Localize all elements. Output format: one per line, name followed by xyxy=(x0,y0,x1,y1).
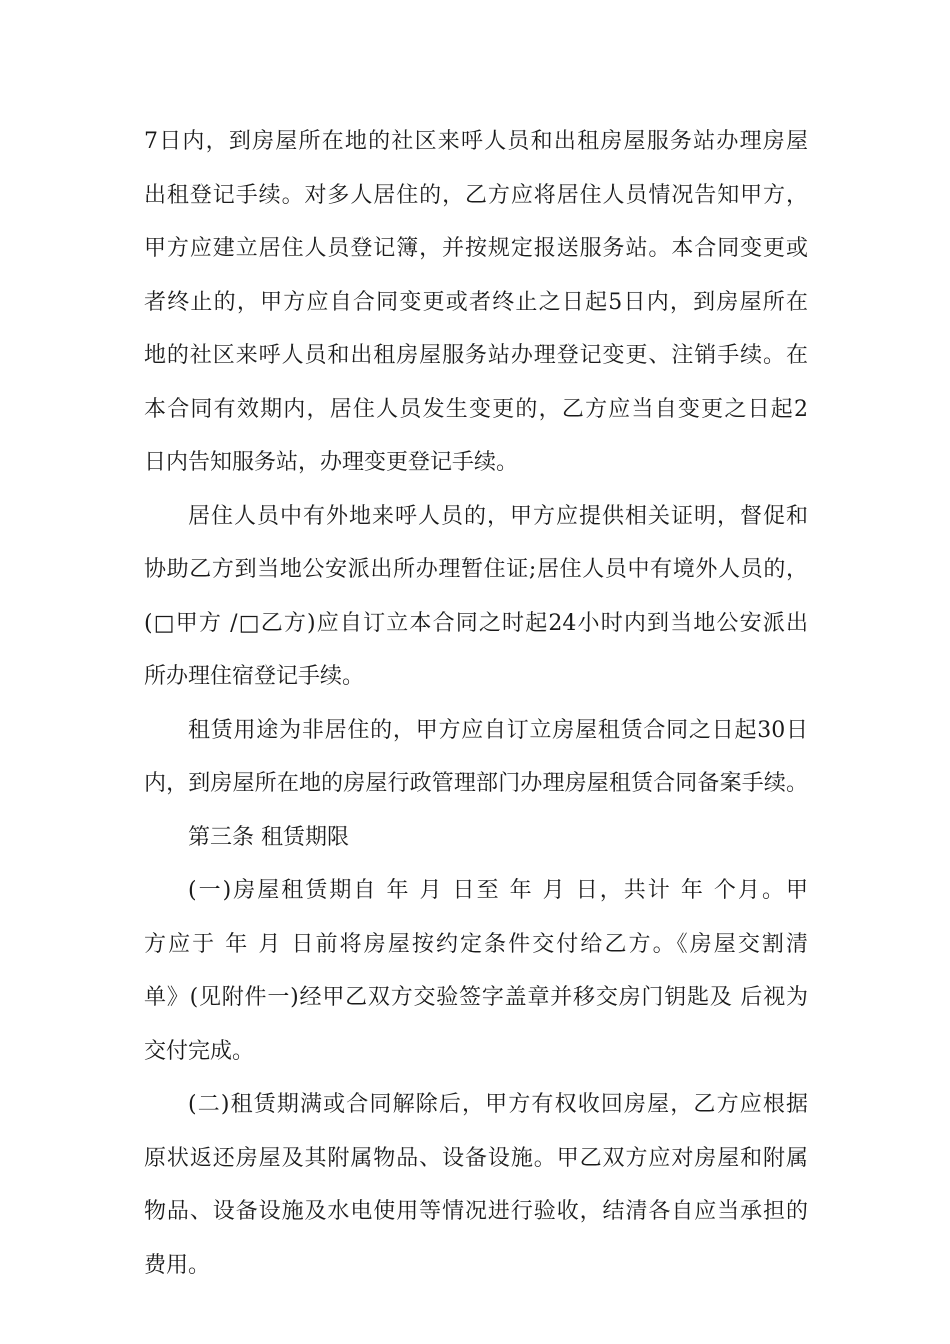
text-line: 交付完成。 xyxy=(144,1038,255,1064)
text-line: 物品、设备设施及水电使用等情况进行验收，结清各自应当承担的 xyxy=(144,1199,808,1224)
text-line: 单》(见附件一)经甲乙双方交验签字盖章并移交房门钥匙及 后视为 xyxy=(144,985,808,1010)
text-line: 日内告知服务站，办理变更登记手续。 xyxy=(144,450,519,475)
text-line: 方应于 年 月 日前将房屋按约定条件交付给乙方。《房屋交割清 xyxy=(144,931,808,957)
text-line: 所办理住宿登记手续。 xyxy=(144,664,365,689)
text-line: 租赁用途为非居住的，甲方应自订立房屋租赁合同之日起30日 xyxy=(188,717,808,743)
text-line: 甲方应建立居住人员登记簿，并按规定报送服务站。本合同变更或 xyxy=(144,236,808,261)
document-body xyxy=(144,115,808,1292)
text-line: 地的社区来呼人员和出租房屋服务站办理登记变更、注销手续。在 xyxy=(144,343,808,368)
text-line: (一)房屋租赁期自 年 月 日至 年 月 日，共计 年 个月。甲 xyxy=(188,878,808,903)
text-line: 内，到房屋所在地的房屋行政管理部门办理房屋租赁合同备案手续。 xyxy=(144,771,808,796)
text-line: (二)租赁期满或合同解除后，甲方有权收回房屋，乙方应根据 xyxy=(188,1092,808,1117)
text-line: 7日内，到房屋所在地的社区来呼人员和出租房屋服务站办理房屋 xyxy=(144,129,808,154)
section-heading: 第三条 租赁期限 xyxy=(188,824,349,850)
text-line: 协助乙方到当地公安派出所办理暂住证;居住人员中有境外人员的， xyxy=(144,557,808,582)
text-line: 本合同有效期内，居住人员发生变更的，乙方应当自变更之日起2 xyxy=(144,396,808,422)
text-line: 出租登记手续。对多人居住的，乙方应将居住人员情况告知甲方， xyxy=(144,182,808,208)
text-line: 原状返还房屋及其附属物品、设备设施。甲乙双方应对房屋和附属 xyxy=(144,1145,808,1171)
text-line: (□甲方 /□乙方)应自订立本合同之时起24小时内到当地公安派出 xyxy=(144,610,808,636)
text-line: 者终止的，甲方应自合同变更或者终止之日起5日内，到房屋所在 xyxy=(144,289,808,315)
text-line: 居住人员中有外地来呼人员的，甲方应提供相关证明，督促和 xyxy=(188,503,808,529)
text-line: 费用。 xyxy=(144,1252,211,1278)
